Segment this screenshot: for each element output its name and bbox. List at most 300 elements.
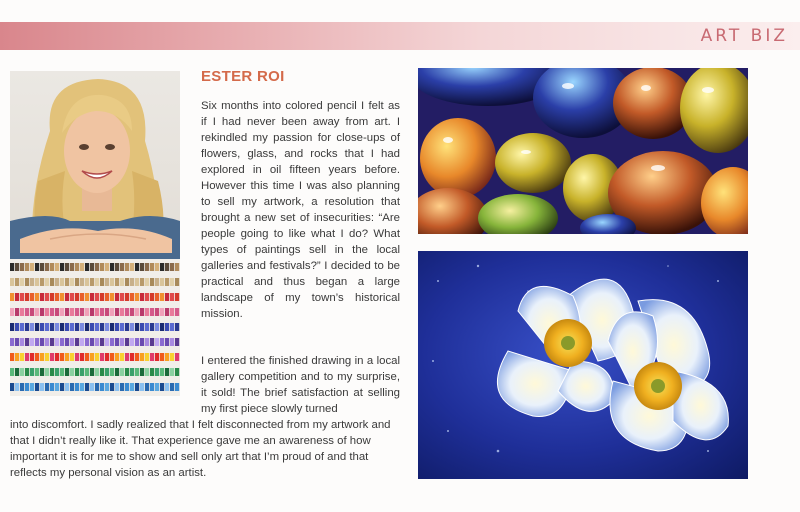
section-title: ART BIZ	[700, 26, 788, 46]
pencil	[50, 293, 54, 301]
pencil	[120, 263, 124, 271]
pencil	[65, 263, 69, 271]
pencil	[160, 383, 164, 391]
pencil	[90, 338, 94, 346]
pencil	[50, 368, 54, 376]
pencil	[150, 338, 154, 346]
pencil	[70, 383, 74, 391]
pencil	[110, 308, 114, 316]
pencil	[75, 368, 79, 376]
pencil	[175, 383, 179, 391]
pencil	[155, 278, 159, 286]
pencil	[95, 278, 99, 286]
pencil	[15, 263, 19, 271]
pencil	[175, 338, 179, 346]
pencil	[25, 278, 29, 286]
pencil	[170, 278, 174, 286]
pencil	[10, 308, 14, 316]
pencil	[135, 323, 139, 331]
pencil	[30, 293, 34, 301]
pencil	[175, 293, 179, 301]
wet-rocks-painting	[418, 68, 748, 234]
pencil	[160, 338, 164, 346]
pencil	[50, 353, 54, 361]
pencil	[35, 338, 39, 346]
pencil	[155, 338, 159, 346]
pencil	[50, 278, 54, 286]
pencil	[165, 263, 169, 271]
pencil	[90, 263, 94, 271]
pencil	[75, 353, 79, 361]
rocks-illustration	[418, 68, 748, 234]
pencil	[85, 293, 89, 301]
pencil	[70, 338, 74, 346]
pencil	[60, 338, 64, 346]
pencil	[65, 338, 69, 346]
pencil	[150, 368, 154, 376]
pencil	[85, 383, 89, 391]
pencil	[50, 308, 54, 316]
pencil	[40, 323, 44, 331]
pencil	[150, 308, 154, 316]
pencil	[60, 308, 64, 316]
pencil	[55, 293, 59, 301]
pencil	[65, 383, 69, 391]
pencil	[125, 278, 129, 286]
poppies-illustration	[418, 251, 748, 479]
pencil	[45, 278, 49, 286]
pencil	[75, 383, 79, 391]
pencil	[115, 278, 119, 286]
pencil	[140, 383, 144, 391]
pencil	[135, 383, 139, 391]
pencil	[70, 293, 74, 301]
pencil	[100, 353, 104, 361]
pencil	[10, 263, 14, 271]
article-paragraph-2: I entered the finished drawing in a local gallery competition and to my surprise, it sold! The brief satisfaction at selling my first piece slowly turned	[201, 355, 400, 415]
pencil	[100, 263, 104, 271]
pencil	[10, 383, 14, 391]
pencil	[115, 368, 119, 376]
article-paragraph-1: Six months into colored pencil I felt as if I had never been away from art. I rekindled my passion for close-ups of flowers, glass, and rocks that I had explored in oil fifteen years before. However this time I was also planning to sell my artwork, a resolution that brought a new set of insecurities: “Are people going to like what I do? What types of paintings sell in the local galleries and festivals?” I decided to be practical and thus began a large landscape of my town’s historical mission.	[201, 100, 400, 320]
pencil	[155, 308, 159, 316]
pencil	[125, 368, 129, 376]
pencil	[140, 308, 144, 316]
pencil	[80, 308, 84, 316]
article-paragraph-3: into discomfort. I sadly realized that I felt disconnected from my artwork and that I didn’t really like it. That experience gave me an awareness of how important it is for me to show and sell only art that I’m proud of and that reflects my personal vision as an artist.	[10, 419, 391, 479]
pencil	[160, 293, 164, 301]
pencil	[15, 353, 19, 361]
pencil	[165, 323, 169, 331]
pencil	[85, 278, 89, 286]
pencil	[25, 383, 29, 391]
pencil	[140, 323, 144, 331]
pencil	[100, 293, 104, 301]
pencil	[20, 323, 24, 331]
pencil	[115, 353, 119, 361]
pencil	[15, 383, 19, 391]
pencil	[60, 383, 64, 391]
white-poppies-painting	[418, 251, 748, 479]
pencil	[20, 308, 24, 316]
pencil	[55, 383, 59, 391]
pencil	[170, 323, 174, 331]
pencil	[95, 338, 99, 346]
pencil	[55, 308, 59, 316]
pencil	[145, 323, 149, 331]
pencil	[20, 293, 24, 301]
pencil	[70, 278, 74, 286]
pencil	[55, 353, 59, 361]
pencil	[120, 383, 124, 391]
pencil	[45, 353, 49, 361]
pencil	[155, 293, 159, 301]
pencil	[55, 323, 59, 331]
pencil	[105, 383, 109, 391]
pencil	[130, 353, 134, 361]
pencil	[85, 263, 89, 271]
pencil	[165, 338, 169, 346]
pencil	[155, 323, 159, 331]
pencil	[90, 368, 94, 376]
pencil	[165, 353, 169, 361]
pencil	[35, 353, 39, 361]
pencil	[175, 353, 179, 361]
pencil	[100, 308, 104, 316]
pencil	[105, 263, 109, 271]
pencil	[25, 308, 29, 316]
pencil	[45, 293, 49, 301]
pencil	[70, 263, 74, 271]
pencil	[140, 338, 144, 346]
pencil	[30, 353, 34, 361]
pencil	[155, 353, 159, 361]
pencil	[65, 368, 69, 376]
pencil	[60, 323, 64, 331]
pencil	[120, 368, 124, 376]
pencil	[30, 383, 34, 391]
pencil	[75, 308, 79, 316]
pencil	[170, 338, 174, 346]
pencil	[50, 263, 54, 271]
pencil	[115, 323, 119, 331]
pencil	[80, 338, 84, 346]
pencil	[145, 263, 149, 271]
author-name: ESTER ROI	[201, 68, 285, 85]
pencil	[15, 368, 19, 376]
pencil	[85, 323, 89, 331]
pencil	[130, 323, 134, 331]
pencil	[85, 338, 89, 346]
pencil	[135, 293, 139, 301]
pencil	[115, 263, 119, 271]
pencil	[90, 308, 94, 316]
pencil	[60, 293, 64, 301]
pencil	[120, 353, 124, 361]
pencil	[30, 263, 34, 271]
pencil	[105, 368, 109, 376]
pencil	[80, 293, 84, 301]
pencil	[145, 368, 149, 376]
pencil	[120, 293, 124, 301]
pencil	[130, 263, 134, 271]
pencil	[25, 338, 29, 346]
pencil	[160, 263, 164, 271]
pencil	[135, 353, 139, 361]
pencil	[35, 368, 39, 376]
pencil	[50, 338, 54, 346]
pencil	[125, 323, 129, 331]
pencil	[135, 338, 139, 346]
pencil	[90, 323, 94, 331]
pencil	[45, 323, 49, 331]
pencil	[160, 368, 164, 376]
colored-pencils-photo	[10, 259, 180, 396]
pencil	[10, 353, 14, 361]
pencil	[175, 278, 179, 286]
pencil	[155, 383, 159, 391]
pencil	[140, 278, 144, 286]
pencil	[90, 278, 94, 286]
pencil	[20, 368, 24, 376]
pencil	[70, 368, 74, 376]
pencil	[75, 293, 79, 301]
pencil	[125, 293, 129, 301]
pencil	[20, 383, 24, 391]
pencil	[35, 323, 39, 331]
pencil	[30, 368, 34, 376]
pencil	[60, 278, 64, 286]
pencil	[30, 308, 34, 316]
pencil	[145, 383, 149, 391]
pencil	[40, 338, 44, 346]
pencil	[155, 368, 159, 376]
pencil	[170, 383, 174, 391]
pencil	[10, 368, 14, 376]
pencil	[160, 278, 164, 286]
pencil	[110, 368, 114, 376]
pencil	[70, 308, 74, 316]
pencil	[50, 323, 54, 331]
pencil	[55, 368, 59, 376]
pencil	[60, 263, 64, 271]
pencil	[130, 368, 134, 376]
pencil	[135, 308, 139, 316]
pencil	[145, 353, 149, 361]
pencil	[80, 383, 84, 391]
pencil	[130, 338, 134, 346]
pencil	[85, 308, 89, 316]
pencil	[170, 308, 174, 316]
pencil	[170, 293, 174, 301]
pencil	[20, 353, 24, 361]
pencil	[140, 263, 144, 271]
pencil	[65, 293, 69, 301]
pencil	[100, 368, 104, 376]
pencil	[160, 353, 164, 361]
pencil	[145, 293, 149, 301]
pencil	[40, 383, 44, 391]
pencil	[165, 308, 169, 316]
pencil	[35, 308, 39, 316]
pencil	[95, 323, 99, 331]
pencil	[65, 308, 69, 316]
pencil	[110, 353, 114, 361]
pencil	[105, 278, 109, 286]
pencil-rows	[10, 259, 180, 396]
pencil	[35, 383, 39, 391]
pencil	[30, 278, 34, 286]
pencil	[105, 323, 109, 331]
pencil	[45, 338, 49, 346]
pencil	[130, 293, 134, 301]
pencil	[160, 323, 164, 331]
pencil	[150, 263, 154, 271]
pencil	[170, 368, 174, 376]
pencil	[135, 368, 139, 376]
pencil	[85, 353, 89, 361]
pencil	[170, 263, 174, 271]
pencil	[130, 308, 134, 316]
pencil	[100, 278, 104, 286]
pencil	[65, 323, 69, 331]
pencil	[115, 338, 119, 346]
pencil	[110, 323, 114, 331]
pencil	[125, 383, 129, 391]
pencil	[170, 353, 174, 361]
pencil	[155, 263, 159, 271]
pencil	[70, 353, 74, 361]
pencil	[115, 308, 119, 316]
pencil	[140, 353, 144, 361]
pencil	[100, 338, 104, 346]
pencil	[15, 323, 19, 331]
pencil	[10, 293, 14, 301]
pencil	[100, 383, 104, 391]
pencil	[125, 308, 129, 316]
pencil	[110, 293, 114, 301]
pencil	[75, 338, 79, 346]
pencil	[125, 338, 129, 346]
pencil	[120, 308, 124, 316]
pencil	[90, 383, 94, 391]
pencil	[40, 293, 44, 301]
pencil	[145, 308, 149, 316]
pencil	[105, 353, 109, 361]
pencil	[10, 338, 14, 346]
pencil	[60, 353, 64, 361]
pencil	[115, 383, 119, 391]
pencil	[40, 353, 44, 361]
pencil	[75, 263, 79, 271]
pencil	[150, 323, 154, 331]
pencil	[165, 278, 169, 286]
pencil	[115, 293, 119, 301]
pencil	[175, 263, 179, 271]
pencil	[145, 338, 149, 346]
pencil	[55, 338, 59, 346]
pencil	[175, 308, 179, 316]
pencil	[165, 368, 169, 376]
pencil	[105, 308, 109, 316]
pencil	[25, 323, 29, 331]
pencil	[90, 353, 94, 361]
pencil	[85, 368, 89, 376]
pencil	[45, 308, 49, 316]
pencil	[80, 263, 84, 271]
pencil	[130, 383, 134, 391]
header-banner	[0, 22, 800, 50]
pencil	[65, 353, 69, 361]
pencil	[40, 263, 44, 271]
pencil	[140, 368, 144, 376]
pencil	[90, 293, 94, 301]
pencil	[125, 263, 129, 271]
pencil	[130, 278, 134, 286]
pencil	[175, 368, 179, 376]
pencil	[70, 323, 74, 331]
portrait-illustration	[10, 71, 180, 259]
pencil	[135, 278, 139, 286]
pencil	[110, 338, 114, 346]
pencil	[165, 383, 169, 391]
pencil	[75, 323, 79, 331]
pencil	[105, 293, 109, 301]
pencil	[95, 308, 99, 316]
pencil	[55, 278, 59, 286]
pencil	[150, 383, 154, 391]
pencil	[35, 278, 39, 286]
pencil	[40, 308, 44, 316]
pencil	[80, 278, 84, 286]
pencil	[135, 263, 139, 271]
pencil	[20, 263, 24, 271]
pencil	[30, 323, 34, 331]
pencil	[55, 263, 59, 271]
pencil	[20, 278, 24, 286]
pencil	[75, 278, 79, 286]
pencil	[95, 293, 99, 301]
pencil	[10, 278, 14, 286]
pencil	[120, 338, 124, 346]
pencil	[100, 323, 104, 331]
pencil	[80, 323, 84, 331]
pencil	[150, 293, 154, 301]
pencil	[125, 353, 129, 361]
pencil	[10, 323, 14, 331]
pencil	[160, 308, 164, 316]
pencil	[40, 278, 44, 286]
pencil	[110, 383, 114, 391]
pencil	[50, 383, 54, 391]
pencil	[25, 263, 29, 271]
pencil	[105, 338, 109, 346]
pencil	[165, 293, 169, 301]
pencil	[15, 293, 19, 301]
pencil	[65, 278, 69, 286]
pencil	[80, 353, 84, 361]
pencil	[150, 278, 154, 286]
pencil	[25, 353, 29, 361]
pencil	[45, 368, 49, 376]
pencil	[45, 263, 49, 271]
pencil	[120, 278, 124, 286]
pencil	[30, 338, 34, 346]
pencil	[25, 368, 29, 376]
pencil	[45, 383, 49, 391]
pencil	[95, 383, 99, 391]
pencil	[120, 323, 124, 331]
